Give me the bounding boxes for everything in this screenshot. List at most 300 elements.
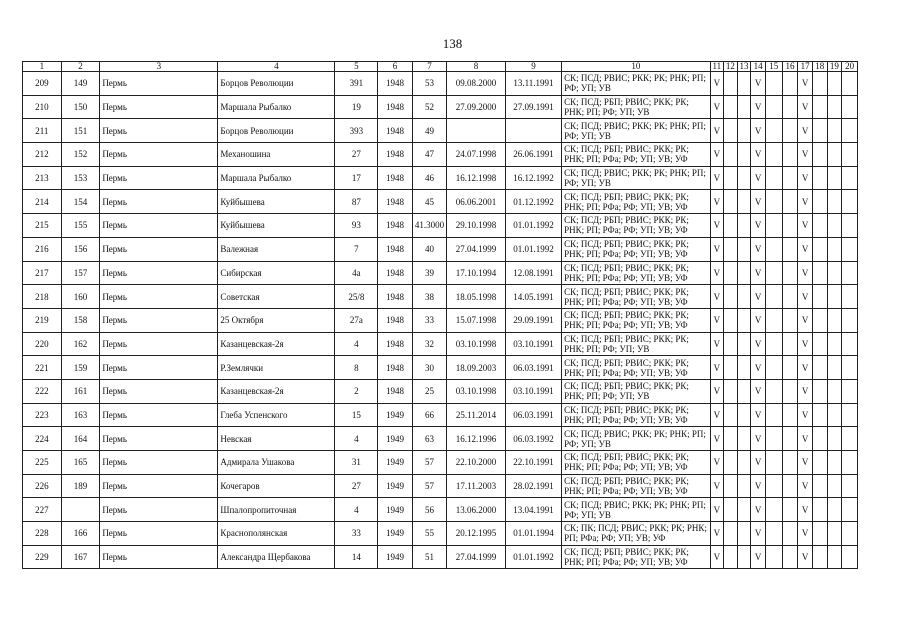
table-row	[23, 545, 858, 569]
flag-cell-15	[765, 545, 782, 569]
flag-cell-14: V	[751, 522, 766, 546]
flag-cell-19	[827, 403, 842, 427]
equipment-codes-cell: СК; ПСД; РБП; РВИС; РКК; РК; РНК; РП; РФа; РФ; УП; УВ; УФ	[562, 143, 710, 167]
date-privatization-cell: 29.10.1998	[447, 214, 506, 238]
flag-cell-15	[765, 214, 782, 238]
flag-cell-18	[812, 166, 827, 190]
flag-cell-16	[782, 379, 798, 403]
flag-cell-17: V	[798, 214, 813, 238]
flag-cell-11: V	[710, 427, 724, 451]
wear-percent-cell: 52	[412, 95, 446, 119]
date-privatization-cell: 18.05.1998	[447, 285, 506, 309]
column-header-12: 12	[724, 62, 738, 72]
flag-cell-12	[724, 403, 738, 427]
flag-cell-15	[765, 474, 782, 498]
flag-cell-13	[737, 427, 751, 451]
city-cell: Пермь	[100, 143, 218, 167]
flag-cell-13	[737, 285, 751, 309]
table-row	[23, 403, 858, 427]
date-transfer-cell: 28.02.1991	[505, 474, 561, 498]
street-cell: Борцов Революции	[218, 72, 335, 96]
flag-cell-19	[827, 427, 842, 451]
flag-cell-11: V	[710, 498, 724, 522]
city-cell: Пермь	[100, 474, 218, 498]
wear-percent-cell: 32	[412, 332, 446, 356]
flag-cell-11: V	[710, 119, 724, 143]
house-number-cell: 33	[335, 522, 378, 546]
object-number-cell: 158	[61, 308, 100, 332]
flag-cell-15	[765, 119, 782, 143]
flag-cell-12	[724, 237, 738, 261]
flag-cell-16	[782, 427, 798, 451]
flag-cell-18	[812, 308, 827, 332]
flag-cell-14: V	[751, 474, 766, 498]
flag-cell-18	[812, 119, 827, 143]
flag-cell-11: V	[710, 522, 724, 546]
row-number-cell: 221	[23, 356, 62, 380]
flag-cell-16	[782, 214, 798, 238]
date-privatization-cell: 27.09.2000	[447, 95, 506, 119]
date-transfer-cell: 26.06.1991	[505, 143, 561, 167]
flag-cell-19	[827, 332, 842, 356]
city-cell: Пермь	[100, 332, 218, 356]
column-header-13: 13	[737, 62, 751, 72]
column-header-7: 7	[412, 62, 446, 72]
date-privatization-cell	[447, 119, 506, 143]
build-year-cell: 1948	[378, 332, 412, 356]
flag-cell-13	[737, 308, 751, 332]
flag-cell-12	[724, 214, 738, 238]
flag-cell-20	[842, 308, 858, 332]
build-year-cell: 1948	[378, 143, 412, 167]
flag-cell-14: V	[751, 190, 766, 214]
equipment-codes-cell: СК; ПСД; РВИС; РКК; РК; РНК; РП; РФ; УП; УВ	[562, 119, 710, 143]
flag-cell-17: V	[798, 261, 813, 285]
flag-cell-17: V	[798, 143, 813, 167]
date-transfer-cell: 14.05.1991	[505, 285, 561, 309]
table-row	[23, 237, 858, 261]
date-privatization-cell: 06.06.2001	[447, 190, 506, 214]
flag-cell-12	[724, 190, 738, 214]
flag-cell-18	[812, 451, 827, 475]
flag-cell-16	[782, 285, 798, 309]
flag-cell-19	[827, 451, 842, 475]
flag-cell-16	[782, 190, 798, 214]
city-cell: Пермь	[100, 427, 218, 451]
flag-cell-19	[827, 545, 842, 569]
build-year-cell: 1948	[378, 356, 412, 380]
house-number-cell: 4	[335, 427, 378, 451]
wear-percent-cell: 38	[412, 285, 446, 309]
flag-cell-16	[782, 143, 798, 167]
column-header-5: 5	[335, 62, 378, 72]
house-number-cell: 19	[335, 95, 378, 119]
flag-cell-11: V	[710, 166, 724, 190]
flag-cell-17: V	[798, 451, 813, 475]
house-number-cell: 8	[335, 356, 378, 380]
flag-cell-11: V	[710, 261, 724, 285]
row-number-cell: 229	[23, 545, 62, 569]
street-cell: Казанцевская-2я	[218, 332, 335, 356]
city-cell: Пермь	[100, 545, 218, 569]
row-number-cell: 209	[23, 72, 62, 96]
flag-cell-12	[724, 119, 738, 143]
flag-cell-19	[827, 119, 842, 143]
date-transfer-cell: 06.03.1992	[505, 427, 561, 451]
object-number-cell: 189	[61, 474, 100, 498]
table-row	[23, 190, 858, 214]
table-row	[23, 356, 858, 380]
date-privatization-cell: 27.04.1999	[447, 545, 506, 569]
equipment-codes-cell: СК; ПК; ПСД; РВИС; РКК; РК; РНК; РП; РФа; РФ; УП; УВ; УФ	[562, 522, 710, 546]
house-number-cell: 14	[335, 545, 378, 569]
flag-cell-20	[842, 285, 858, 309]
row-number-cell: 225	[23, 451, 62, 475]
flag-cell-11: V	[710, 451, 724, 475]
flag-cell-15	[765, 285, 782, 309]
street-cell: Краснополянская	[218, 522, 335, 546]
flag-cell-12	[724, 427, 738, 451]
flag-cell-19	[827, 166, 842, 190]
street-cell: Глеба Успенского	[218, 403, 335, 427]
date-privatization-cell: 13.06.2000	[447, 498, 506, 522]
row-number-cell: 224	[23, 427, 62, 451]
flag-cell-18	[812, 356, 827, 380]
flag-cell-12	[724, 308, 738, 332]
flag-cell-13	[737, 214, 751, 238]
house-number-cell: 17	[335, 166, 378, 190]
object-number-cell	[61, 498, 100, 522]
street-cell: Маршала Рыбалко	[218, 166, 335, 190]
column-header-15: 15	[765, 62, 782, 72]
flag-cell-13	[737, 356, 751, 380]
flag-cell-16	[782, 451, 798, 475]
object-number-cell: 159	[61, 356, 100, 380]
flag-cell-13	[737, 95, 751, 119]
row-number-cell: 216	[23, 237, 62, 261]
flag-cell-17: V	[798, 545, 813, 569]
flag-cell-14: V	[751, 261, 766, 285]
flag-cell-16	[782, 545, 798, 569]
street-cell: Адмирала Ушакова	[218, 451, 335, 475]
house-number-cell: 87	[335, 190, 378, 214]
flag-cell-18	[812, 522, 827, 546]
flag-cell-18	[812, 95, 827, 119]
table-body	[23, 72, 858, 569]
flag-cell-18	[812, 403, 827, 427]
city-cell: Пермь	[100, 285, 218, 309]
row-number-cell: 210	[23, 95, 62, 119]
registry-table	[22, 61, 858, 569]
column-header-18: 18	[812, 62, 827, 72]
flag-cell-19	[827, 379, 842, 403]
flag-cell-14: V	[751, 143, 766, 167]
column-header-20: 20	[842, 62, 858, 72]
flag-cell-13	[737, 261, 751, 285]
date-privatization-cell: 24.07.1998	[447, 143, 506, 167]
flag-cell-11: V	[710, 308, 724, 332]
flag-cell-13	[737, 143, 751, 167]
house-number-cell: 2	[335, 379, 378, 403]
flag-cell-11: V	[710, 545, 724, 569]
flag-cell-14: V	[751, 403, 766, 427]
street-cell: Борцов Революции	[218, 119, 335, 143]
street-cell: Кочегаров	[218, 474, 335, 498]
flag-cell-18	[812, 379, 827, 403]
flag-cell-12	[724, 166, 738, 190]
flag-cell-20	[842, 72, 858, 96]
flag-cell-14: V	[751, 356, 766, 380]
street-cell: Валежная	[218, 237, 335, 261]
date-privatization-cell: 03.10.1998	[447, 332, 506, 356]
date-privatization-cell: 18.09.2003	[447, 356, 506, 380]
object-number-cell: 163	[61, 403, 100, 427]
flag-cell-18	[812, 214, 827, 238]
flag-cell-12	[724, 498, 738, 522]
date-transfer-cell: 01.01.1992	[505, 237, 561, 261]
equipment-codes-cell: СК; ПСД; РБП; РВИС; РКК; РК; РНК; РП; РФа; РФ; УП; УВ; УФ	[562, 545, 710, 569]
wear-percent-cell: 33	[412, 308, 446, 332]
date-privatization-cell: 09.08.2000	[447, 72, 506, 96]
flag-cell-16	[782, 166, 798, 190]
flag-cell-20	[842, 166, 858, 190]
object-number-cell: 166	[61, 522, 100, 546]
build-year-cell: 1949	[378, 451, 412, 475]
street-cell: Советская	[218, 285, 335, 309]
wear-percent-cell: 57	[412, 451, 446, 475]
flag-cell-19	[827, 356, 842, 380]
date-transfer-cell: 16.12.1992	[505, 166, 561, 190]
flag-cell-20	[842, 427, 858, 451]
house-number-cell: 393	[335, 119, 378, 143]
row-number-cell: 212	[23, 143, 62, 167]
flag-cell-17: V	[798, 95, 813, 119]
flag-cell-13	[737, 237, 751, 261]
column-header-3: 3	[100, 62, 218, 72]
flag-cell-16	[782, 332, 798, 356]
flag-cell-19	[827, 474, 842, 498]
object-number-cell: 167	[61, 545, 100, 569]
flag-cell-12	[724, 545, 738, 569]
row-number-cell: 220	[23, 332, 62, 356]
date-privatization-cell: 15.07.1998	[447, 308, 506, 332]
flag-cell-17: V	[798, 427, 813, 451]
date-privatization-cell: 20.12.1995	[447, 522, 506, 546]
wear-percent-cell: 45	[412, 190, 446, 214]
flag-cell-16	[782, 356, 798, 380]
flag-cell-13	[737, 474, 751, 498]
city-cell: Пермь	[100, 308, 218, 332]
flag-cell-16	[782, 72, 798, 96]
street-cell: Александра Щербакова	[218, 545, 335, 569]
city-cell: Пермь	[100, 72, 218, 96]
flag-cell-17: V	[798, 356, 813, 380]
flag-cell-11: V	[710, 474, 724, 498]
flag-cell-17: V	[798, 119, 813, 143]
table-row	[23, 379, 858, 403]
build-year-cell: 1948	[378, 261, 412, 285]
flag-cell-18	[812, 285, 827, 309]
flag-cell-14: V	[751, 237, 766, 261]
object-number-cell: 161	[61, 379, 100, 403]
flag-cell-18	[812, 143, 827, 167]
table-row	[23, 522, 858, 546]
table-row	[23, 166, 858, 190]
street-cell: Шпалопропиточная	[218, 498, 335, 522]
row-number-cell: 218	[23, 285, 62, 309]
flag-cell-15	[765, 498, 782, 522]
flag-cell-14: V	[751, 72, 766, 96]
flag-cell-15	[765, 166, 782, 190]
column-header-11: 11	[710, 62, 724, 72]
flag-cell-13	[737, 522, 751, 546]
row-number-cell: 217	[23, 261, 62, 285]
flag-cell-18	[812, 498, 827, 522]
flag-cell-11: V	[710, 190, 724, 214]
flag-cell-20	[842, 356, 858, 380]
flag-cell-13	[737, 545, 751, 569]
flag-cell-20	[842, 451, 858, 475]
flag-cell-11: V	[710, 379, 724, 403]
street-cell: Сибирская	[218, 261, 335, 285]
object-number-cell: 151	[61, 119, 100, 143]
equipment-codes-cell: СК; ПСД; РВИС; РКК; РК; РНК; РП; РФ; УП; УВ	[562, 72, 710, 96]
flag-cell-19	[827, 308, 842, 332]
street-cell: 25 Октября	[218, 308, 335, 332]
column-header-19: 19	[827, 62, 842, 72]
flag-cell-16	[782, 403, 798, 427]
table-row	[23, 143, 858, 167]
table-row	[23, 261, 858, 285]
flag-cell-15	[765, 379, 782, 403]
date-privatization-cell: 16.12.1996	[447, 427, 506, 451]
flag-cell-20	[842, 332, 858, 356]
build-year-cell: 1949	[378, 474, 412, 498]
city-cell: Пермь	[100, 451, 218, 475]
equipment-codes-cell: СК; ПСД; РБП; РВИС; РКК; РК; РНК; РП; РФа; РФ; УП; УВ; УФ	[562, 474, 710, 498]
build-year-cell: 1948	[378, 95, 412, 119]
flag-cell-20	[842, 190, 858, 214]
street-cell: Куйбышева	[218, 190, 335, 214]
build-year-cell: 1948	[378, 72, 412, 96]
street-cell: Маршала Рыбалко	[218, 95, 335, 119]
date-privatization-cell: 22.10.2000	[447, 451, 506, 475]
flag-cell-13	[737, 119, 751, 143]
house-number-cell: 27	[335, 474, 378, 498]
flag-cell-15	[765, 72, 782, 96]
house-number-cell: 31	[335, 451, 378, 475]
city-cell: Пермь	[100, 119, 218, 143]
equipment-codes-cell: СК; ПСД; РБП; РВИС; РКК; РК; РНК; РП; РФа; РФ; УП; УВ; УФ	[562, 356, 710, 380]
flag-cell-11: V	[710, 72, 724, 96]
build-year-cell: 1948	[378, 190, 412, 214]
table-row	[23, 72, 858, 96]
date-transfer-cell: 03.10.1991	[505, 379, 561, 403]
flag-cell-14: V	[751, 214, 766, 238]
flag-cell-17: V	[798, 308, 813, 332]
flag-cell-14: V	[751, 166, 766, 190]
equipment-codes-cell: СК; ПСД; РБП; РВИС; РКК; РК; РНК; РП; РФ; УП; УВ	[562, 332, 710, 356]
flag-cell-18	[812, 332, 827, 356]
equipment-codes-cell: СК; ПСД; РБП; РВИС; РКК; РК; РНК; РП; РФа; РФ; УП; УВ; УФ	[562, 285, 710, 309]
build-year-cell: 1949	[378, 545, 412, 569]
date-transfer-cell: 13.04.1991	[505, 498, 561, 522]
house-number-cell: 4	[335, 332, 378, 356]
build-year-cell: 1948	[378, 214, 412, 238]
house-number-cell: 15	[335, 403, 378, 427]
flag-cell-11: V	[710, 95, 724, 119]
flag-cell-15	[765, 261, 782, 285]
flag-cell-17: V	[798, 498, 813, 522]
column-header-2: 2	[61, 62, 100, 72]
date-transfer-cell: 01.01.1992	[505, 545, 561, 569]
date-privatization-cell: 17.11.2003	[447, 474, 506, 498]
table-row	[23, 332, 858, 356]
column-header-9: 9	[505, 62, 561, 72]
flag-cell-20	[842, 95, 858, 119]
equipment-codes-cell: СК; ПСД; РБП; РВИС; РКК; РК; РНК; РП; РФ; УП; УВ	[562, 379, 710, 403]
flag-cell-17: V	[798, 285, 813, 309]
wear-percent-cell: 30	[412, 356, 446, 380]
object-number-cell: 156	[61, 237, 100, 261]
flag-cell-19	[827, 214, 842, 238]
city-cell: Пермь	[100, 498, 218, 522]
flag-cell-17: V	[798, 72, 813, 96]
flag-cell-19	[827, 498, 842, 522]
flag-cell-18	[812, 72, 827, 96]
flag-cell-13	[737, 332, 751, 356]
flag-cell-15	[765, 356, 782, 380]
flag-cell-12	[724, 474, 738, 498]
build-year-cell: 1948	[378, 119, 412, 143]
flag-cell-15	[765, 190, 782, 214]
row-number-cell: 223	[23, 403, 62, 427]
street-cell: Р.Землячки	[218, 356, 335, 380]
flag-cell-12	[724, 261, 738, 285]
flag-cell-19	[827, 285, 842, 309]
flag-cell-13	[737, 166, 751, 190]
flag-cell-14: V	[751, 119, 766, 143]
city-cell: Пермь	[100, 522, 218, 546]
flag-cell-19	[827, 237, 842, 261]
flag-cell-12	[724, 379, 738, 403]
wear-percent-cell: 56	[412, 498, 446, 522]
flag-cell-16	[782, 261, 798, 285]
date-transfer-cell: 27.09.1991	[505, 95, 561, 119]
flag-cell-16	[782, 308, 798, 332]
flag-cell-20	[842, 379, 858, 403]
equipment-codes-cell: СК; ПСД; РВИС; РКК; РК; РНК; РП; РФ; УП; УВ	[562, 498, 710, 522]
date-transfer-cell	[505, 119, 561, 143]
flag-cell-18	[812, 427, 827, 451]
flag-cell-16	[782, 522, 798, 546]
date-privatization-cell: 03.10.1998	[447, 379, 506, 403]
flag-cell-17: V	[798, 332, 813, 356]
date-privatization-cell: 25.11.2014	[447, 403, 506, 427]
flag-cell-12	[724, 522, 738, 546]
flag-cell-14: V	[751, 332, 766, 356]
flag-cell-20	[842, 261, 858, 285]
equipment-codes-cell: СК; ПСД; РБП; РВИС; РКК; РК; РНК; РП; РФ; УП; УВ	[562, 95, 710, 119]
flag-cell-13	[737, 190, 751, 214]
object-number-cell: 165	[61, 451, 100, 475]
row-number-cell: 211	[23, 119, 62, 143]
flag-cell-13	[737, 72, 751, 96]
build-year-cell: 1949	[378, 403, 412, 427]
flag-cell-16	[782, 474, 798, 498]
row-number-cell: 215	[23, 214, 62, 238]
flag-cell-13	[737, 379, 751, 403]
